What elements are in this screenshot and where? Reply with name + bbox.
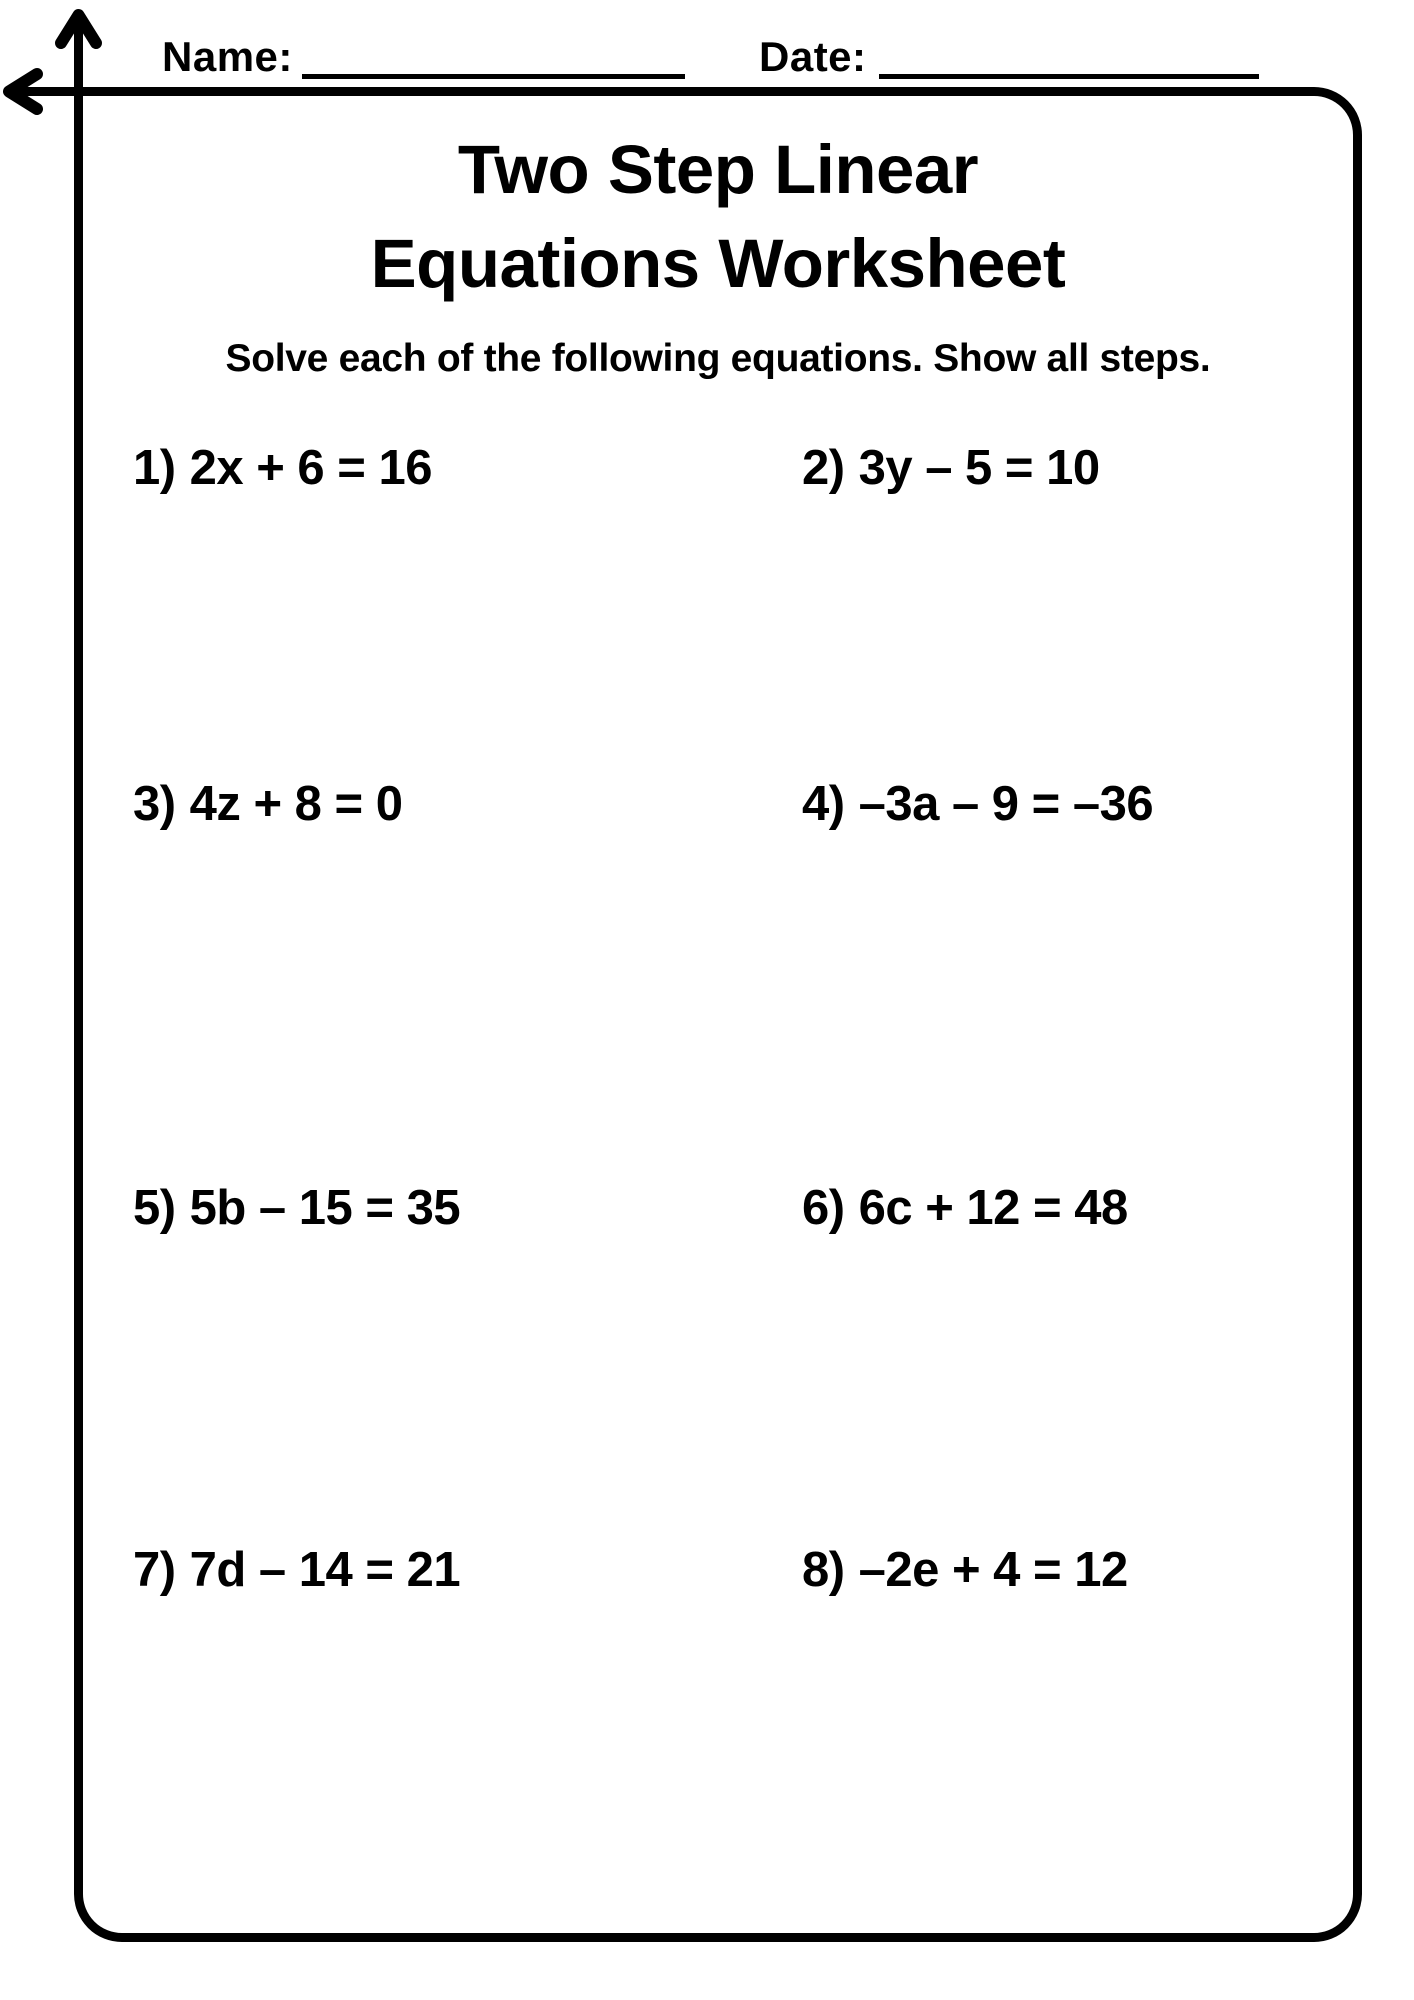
problem-6-equation: 6c + 12 = 48 [858, 1181, 1128, 1235]
problem-2-number: 2) [802, 441, 845, 495]
problem-8 [802, 1541, 1128, 1599]
problem-4-equation: –3a – 9 = –36 [858, 777, 1154, 831]
worksheet-title [74, 123, 1362, 311]
problem-4 [802, 775, 1153, 833]
problem-1-equation: 2x + 6 = 16 [189, 441, 433, 495]
problem-7 [133, 1541, 460, 1599]
problem-3-number: 3) [133, 777, 176, 831]
problem-5-equation: 5b – 15 = 35 [189, 1181, 461, 1235]
problem-1 [133, 439, 432, 497]
date-label: Date: [759, 33, 867, 80]
problem-6 [802, 1179, 1128, 1237]
problem-7-equation: 7d – 14 = 21 [189, 1543, 461, 1597]
name-blank-line [302, 74, 685, 79]
problem-5-number: 5) [133, 1181, 176, 1235]
problem-5 [133, 1179, 460, 1237]
instructions-text: Solve each of the following equations. Show all steps. [225, 337, 1211, 380]
title-line-1: Two Step Linear [457, 131, 979, 208]
problem-2-equation: 3y – 5 = 10 [858, 441, 1100, 495]
problem-6-number: 6) [802, 1181, 845, 1235]
problem-3-equation: 4z + 8 = 0 [189, 777, 403, 831]
title-line-2: Equations Worksheet [370, 225, 1066, 302]
problem-2 [802, 439, 1100, 497]
name-label: Name: [162, 33, 293, 80]
problem-4-number: 4) [802, 777, 845, 831]
problem-7-number: 7) [133, 1543, 176, 1597]
problem-3 [133, 775, 403, 833]
problem-8-number: 8) [802, 1543, 845, 1597]
problem-8-equation: –2e + 4 = 12 [858, 1543, 1128, 1597]
date-blank-line [879, 74, 1259, 79]
problem-1-number: 1) [133, 441, 176, 495]
